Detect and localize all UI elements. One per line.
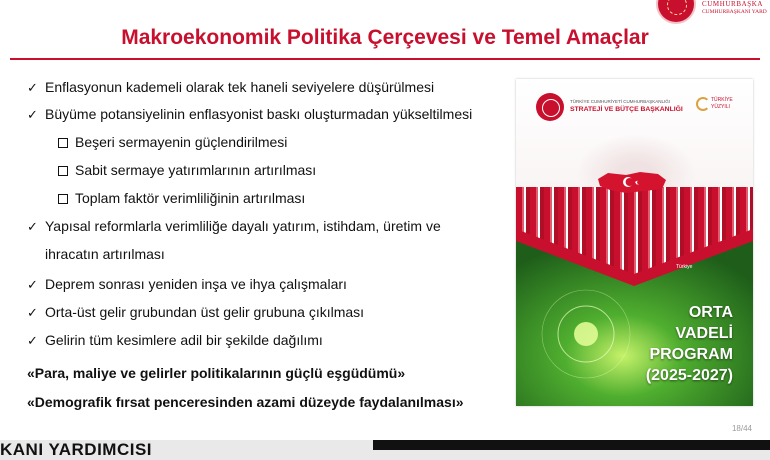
list-item-continuation: [45, 246, 165, 262]
slide-title: Makroekonomik Politika Çerçevesi ve Temel Amaçlar: [121, 26, 649, 49]
ty-line-1: TÜRKİYE: [711, 97, 733, 103]
check-icon: ✓: [27, 219, 38, 234]
sub-list-item-text: Toplam faktör verimliliğinin artırılması: [75, 190, 306, 206]
cover-title-line: PROGRAM: [649, 346, 733, 363]
ty-line-2: YÜZYILI: [711, 104, 730, 110]
list-item-text: Büyüme potansiyelinin enflasyonist baskı oluşturmadan yükseltilmesi: [45, 106, 473, 122]
cover-title-line: (2025-2027): [645, 367, 733, 384]
check-icon: ✓: [27, 107, 38, 122]
cover-title-line: ORTA: [688, 304, 733, 321]
sub-list-item-text: Sabit sermaye yatırımlarının artırılması: [75, 162, 317, 178]
check-icon: ✓: [27, 333, 38, 348]
sub-list-item: [58, 162, 316, 178]
cover-title-line: VADELİ: [675, 325, 733, 342]
check-icon: ✓: [27, 80, 38, 95]
list-item: [27, 276, 347, 293]
cover-org-line-2: STRATEJİ VE BÜTÇE BAŞKANLIĞI: [570, 106, 683, 113]
list-item: [27, 106, 472, 123]
cover-title: [646, 302, 733, 386]
quote-line: «Para, maliye ve gelirler politikalarının güçlü eşgüdümü»: [27, 365, 406, 381]
list-item: [27, 332, 323, 349]
program-cover-image: [516, 79, 753, 406]
sub-list-item: [58, 134, 287, 150]
page-number: 18/44: [731, 424, 752, 433]
cover-org-line-1: TÜRKİYE CUMHURİYETİ CUMHURBAŞKANLIĞI: [570, 99, 671, 104]
list-item-text: Yapısal reformlarla verimliliğe dayalı yatırım, istihdam, üretim ve: [45, 218, 441, 234]
logo-text-line-1: CUMHURBAŞKA: [702, 0, 764, 8]
list-item-text: Orta-üst gelir grubundan üst gelir grubuna çıkılması: [45, 304, 365, 320]
logo-text-line-2: CUMHURBAŞKANI YARD: [702, 9, 767, 15]
sub-list-item: [58, 190, 305, 206]
title-divider: [10, 58, 760, 60]
list-item-text: Deprem sonrası yeniden inşa ve ihya çalışmaları: [45, 276, 347, 292]
quote-line: «Demografik fırsat penceresinden azami düzeyde faydalanılması»: [27, 394, 464, 410]
turkiye-tag: Türkiye: [676, 264, 693, 270]
checkbox-icon: [58, 138, 68, 148]
list-item: [27, 304, 364, 321]
presidency-logo: [650, 0, 770, 22]
list-item: [27, 79, 434, 96]
checkbox-icon: [58, 166, 68, 176]
list-item-text: ihracatın artırılması: [45, 246, 165, 262]
list-item-text: Enflasyonun kademeli olarak tek haneli seviyelere düşürülmesi: [45, 79, 435, 95]
check-icon: ✓: [27, 277, 38, 292]
checkbox-icon: [58, 194, 68, 204]
turkey-map-icon: [596, 169, 668, 195]
check-icon: ✓: [27, 305, 38, 320]
video-caption: KANI YARDIMCISI: [0, 440, 153, 459]
presidency-seal-icon: [658, 0, 694, 22]
list-item: [27, 218, 441, 235]
sub-list-item-text: Beşeri sermayenin güçlendirilmesi: [75, 134, 288, 150]
video-caption-bar: [373, 440, 770, 450]
list-item-text: Gelirin tüm kesimlere adil bir şekilde dağılımı: [45, 332, 323, 348]
